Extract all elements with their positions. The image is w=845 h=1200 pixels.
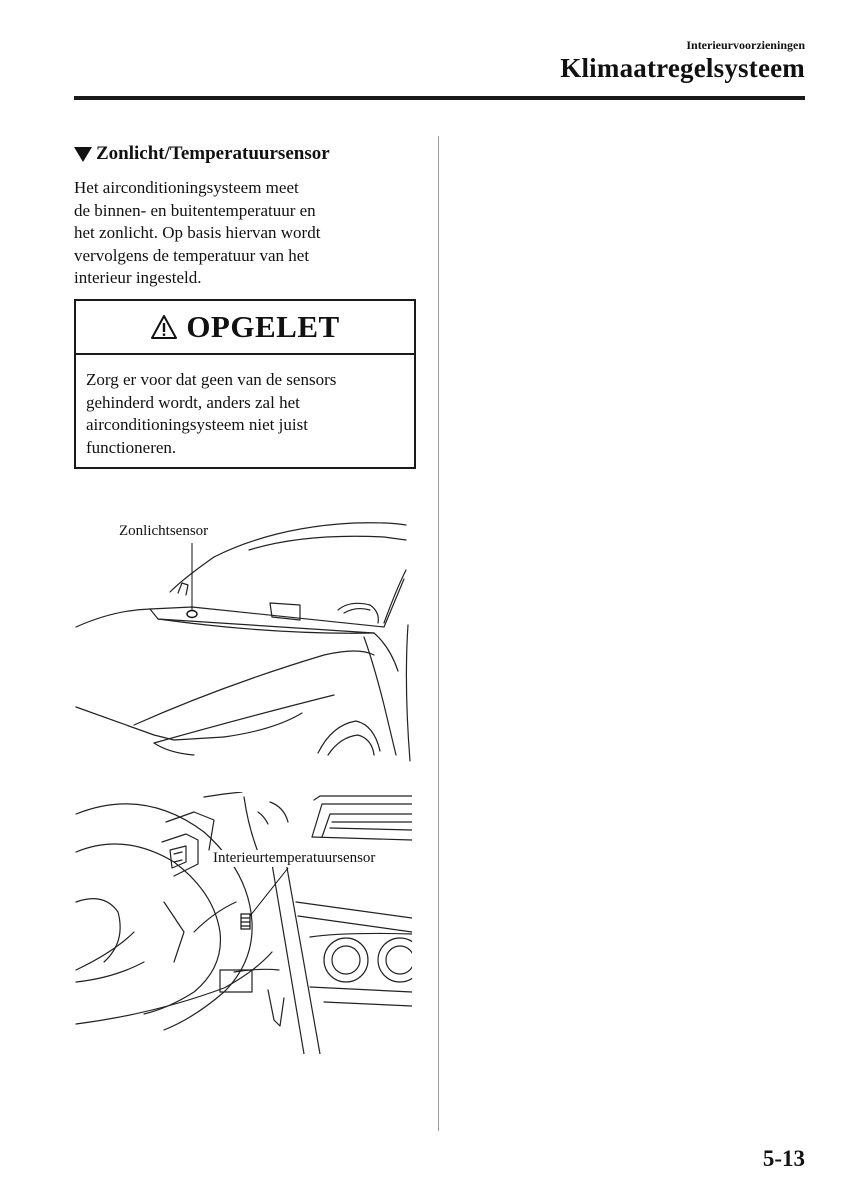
body-line: Het airconditioningsysteem meet [74,178,299,197]
caution-line: Zorg er voor dat geen van de sensors [86,370,337,389]
header-section: Interieurvoorzieningen [686,38,805,52]
body-line: interieur ingesteld. [74,268,202,287]
section-heading [74,143,330,165]
section-heading-text: Zonlicht/Temperatuursensor [96,143,330,164]
body-line: het zonlicht. Op basis hiervan wordt [74,223,321,242]
caution-title: OPGELET [186,309,340,344]
interior-sensor-label: Interieurtemperatuursensor [213,850,376,866]
body-line: de binnen- en buitentemperatuur en [74,200,316,220]
caution-line: gehinderd wordt, anders zal het [86,392,300,412]
body-line: vervolgens de temperatuur van het [74,245,310,265]
sun-sensor-label: Zonlichtsensor [119,523,209,539]
page-number: 5-13 [762,1146,805,1171]
warning-triangle-icon [150,314,178,340]
caution-text [76,355,414,459]
page-title: Klimaatregelsysteem [560,53,805,83]
header-rule [74,96,805,100]
body-paragraph [74,177,374,290]
caution-header [76,301,414,355]
caution-line: functioneren. [86,437,177,457]
triangle-bullet-icon [74,147,92,162]
caution-box [74,299,416,469]
caution-line: airconditioningsysteem niet juist [86,415,308,434]
column-divider [438,136,439,1131]
car-exterior-illustration [74,515,412,767]
interior-illustration [74,792,412,1054]
